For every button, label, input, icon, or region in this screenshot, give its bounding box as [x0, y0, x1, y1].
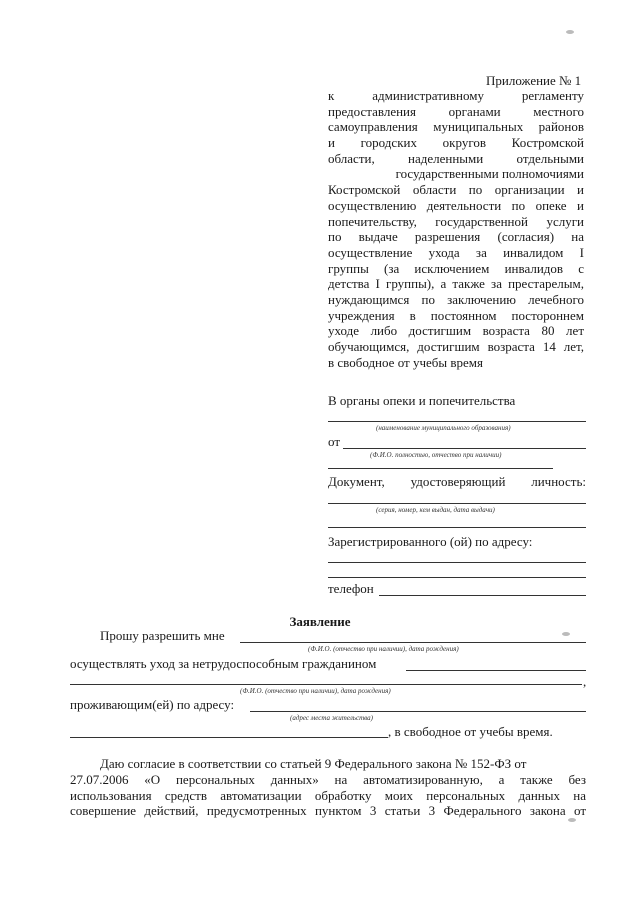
- appendix-line: осуществление ухода за инвалидом I: [328, 244, 584, 260]
- caregiver-name-field-line[interactable]: [240, 642, 586, 643]
- appendix-line: попечительству, государственной услуги: [328, 213, 584, 229]
- applicant-name-caption: (Ф.И.О. полностью, отчество при наличии): [370, 451, 502, 459]
- appendix-line: Костромской области по организации и: [328, 182, 584, 198]
- appendix-line: предоставления органами местного: [328, 103, 584, 119]
- request-label: Прошу разрешить мне: [100, 628, 225, 643]
- to-organization-label: В органы опеки и попечительства: [328, 393, 516, 408]
- organization-caption: (наименование муниципального образования): [376, 424, 511, 432]
- appendix-line: учреждения в постоянном постороннем: [328, 307, 584, 323]
- consent-line: Даю согласие в соответствии со статьей 9 Федерального закона № 152-ФЗ от: [100, 756, 527, 771]
- applicant-name-field-line-2[interactable]: [328, 468, 553, 469]
- residing-label: проживающим(ей) по адресу:: [70, 697, 235, 712]
- phone-field-line[interactable]: [379, 595, 586, 596]
- appendix-line: группы (за исключением инвалидов с: [328, 260, 584, 276]
- appendix-line: уходе либо достигшим возраста 80 лет: [328, 323, 584, 339]
- ward-address-field-line-2[interactable]: [70, 737, 388, 738]
- address-field-line[interactable]: [328, 562, 586, 563]
- ward-name-caption: (Ф.И.О. (отчество при наличии), дата рождения): [240, 687, 391, 695]
- consent-line: использования средств автоматизации обработку моих персональных данных на: [70, 787, 586, 803]
- ward-address-caption: (адрес места жительства): [290, 714, 373, 722]
- appendix-line: осуществлению деятельности по опеке и: [328, 197, 584, 213]
- identity-document-label: Документ, удостоверяющий личность:: [328, 474, 586, 489]
- statement-title: Заявление: [289, 614, 351, 629]
- identity-document-field-line[interactable]: [328, 503, 586, 504]
- appendix-line: области, наделенными отдельными: [328, 150, 584, 166]
- applicant-name-field-line[interactable]: [343, 448, 586, 449]
- registered-address-label: Зарегистрированного (ой) по адресу:: [328, 534, 533, 549]
- identity-document-field-line-2[interactable]: [328, 527, 586, 528]
- scan-speck: [566, 30, 574, 34]
- appendix-title: Приложение № 1: [486, 73, 582, 88]
- address-field-line-2[interactable]: [328, 577, 586, 578]
- identity-document-caption: (серия, номер, кем выдан, дата выдачи): [376, 506, 495, 514]
- care-label: осуществлять уход за нетрудоспособным гражданином: [70, 656, 377, 671]
- caregiver-name-caption: (Ф.И.О. (отчество при наличии), дата рождения): [308, 645, 459, 653]
- appendix-line: и городских округов Костромской: [328, 135, 584, 151]
- scan-speck: [562, 632, 570, 636]
- ward-address-field-line[interactable]: [250, 711, 586, 712]
- organization-field-line[interactable]: [328, 421, 586, 422]
- appendix-line: нуждающимся по заключению лечебного: [328, 291, 584, 307]
- appendix-line: по выдаче разрешения (согласия) на: [328, 229, 584, 245]
- appendix-line: самоуправления муниципальных районов: [328, 119, 584, 135]
- from-label: от: [328, 434, 341, 449]
- comma-mark: ,: [583, 674, 587, 689]
- appendix-description: [328, 88, 584, 370]
- consent-line: 27.07.2006 «О персональных данных» на автоматизированную, а также без: [70, 771, 586, 787]
- free-time-text: , в свободное от учебы время.: [388, 724, 553, 739]
- consent-paragraph: [70, 756, 586, 819]
- consent-line: совершение действий, предусмотренных пунктом 3 статьи 3 Федерального закона от: [70, 803, 586, 819]
- appendix-line: государственными полномочиями: [395, 166, 584, 182]
- appendix-line: к административному регламенту: [328, 88, 584, 103]
- phone-label: телефон: [328, 581, 374, 596]
- appendix-line: в свободное от учебы время: [328, 354, 483, 370]
- ward-name-field-line[interactable]: [406, 670, 586, 671]
- appendix-line: обучающимся, достигшим возраста 14 лет,: [328, 339, 584, 354]
- appendix-line: детства I группы), а также за престарелым,: [328, 276, 584, 292]
- ward-name-field-line-2[interactable]: [70, 684, 582, 685]
